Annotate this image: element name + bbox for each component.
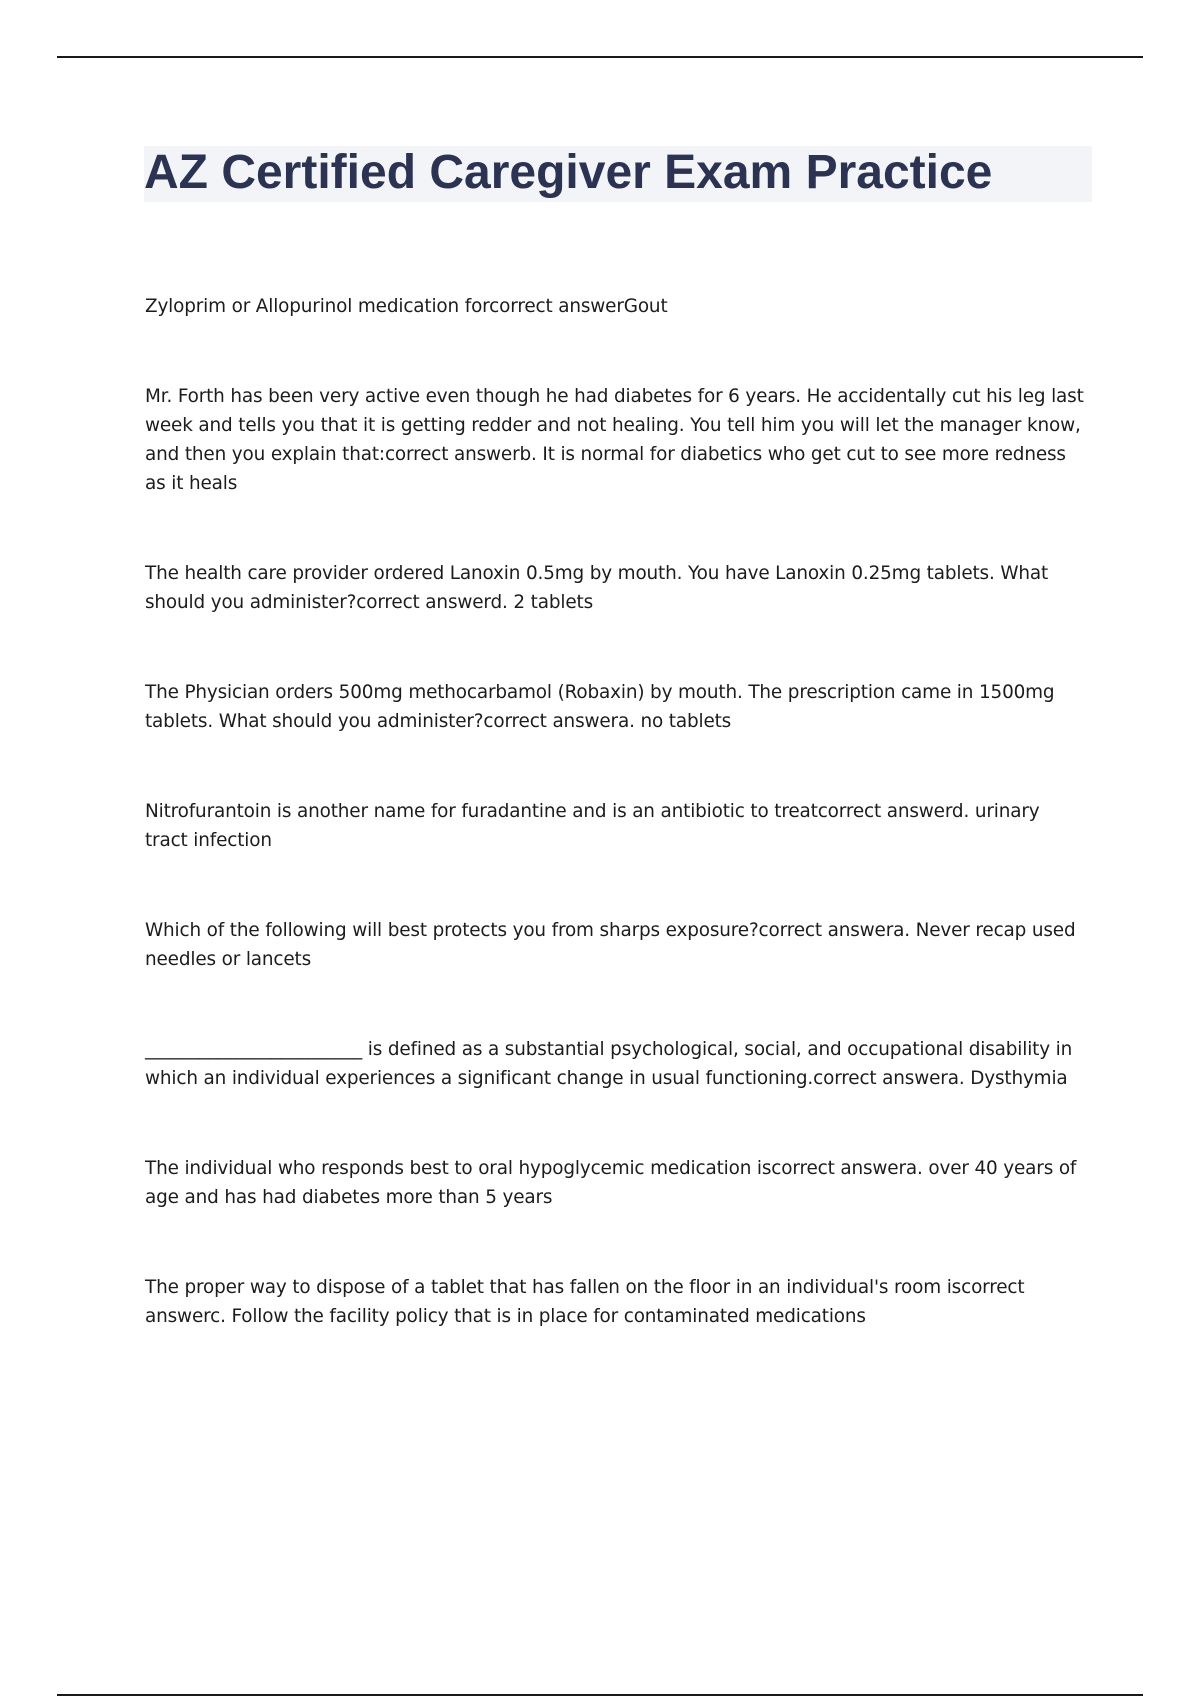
document-title: AZ Certified Caregiver Exam Practice — [144, 146, 993, 199]
question-item: Nitrofurantoin is another name for furadantine and is an antibiotic to treatcorrect answerd. urinary tract infection — [145, 801, 1040, 851]
question-item: Mr. Forth has been very active even though he had diabetes for 6 years. He accidentally cut his leg last week and tells you that it is getting redder and not healing. You tell him you will let the manager know, and then you explain that:correct answerb. It is normal for diabetics who get cut to see more redness as it heals — [145, 386, 1084, 494]
bottom-rule — [57, 1694, 1143, 1696]
question-list — [145, 292, 1087, 1331]
question-item: Zyloprim or Allopurinol medication forcorrect answerGout — [145, 296, 668, 317]
question-item: ________________________ is defined as a substantial psychological, social, and occupational disability in which an individual experiences a significant change in usual functioning.correct answera. Dysthymia — [145, 1039, 1073, 1089]
question-item: The individual who responds best to oral hypoglycemic medication iscorrect answera. over 40 years of age and has had diabetes more than 5 years — [145, 1158, 1077, 1208]
question-item: The health care provider ordered Lanoxin 0.5mg by mouth. You have Lanoxin 0.25mg tablets. What should you administer?correct answerd. 2 tablets — [145, 563, 1049, 613]
question-item: The Physician orders 500mg methocarbamol (Robaxin) by mouth. The prescription came in 1500mg tablets. What should you administer?correct answera. no tablets — [145, 682, 1055, 732]
question-item: Which of the following will best protects you from sharps exposure?correct answera. Never recap used needles or lancets — [145, 920, 1076, 970]
question-item: The proper way to dispose of a tablet that has fallen on the floor in an individual's room iscorrect answerc. Follow the facility policy that is in place for contaminated medications — [145, 1277, 1025, 1327]
top-rule — [57, 56, 1143, 58]
